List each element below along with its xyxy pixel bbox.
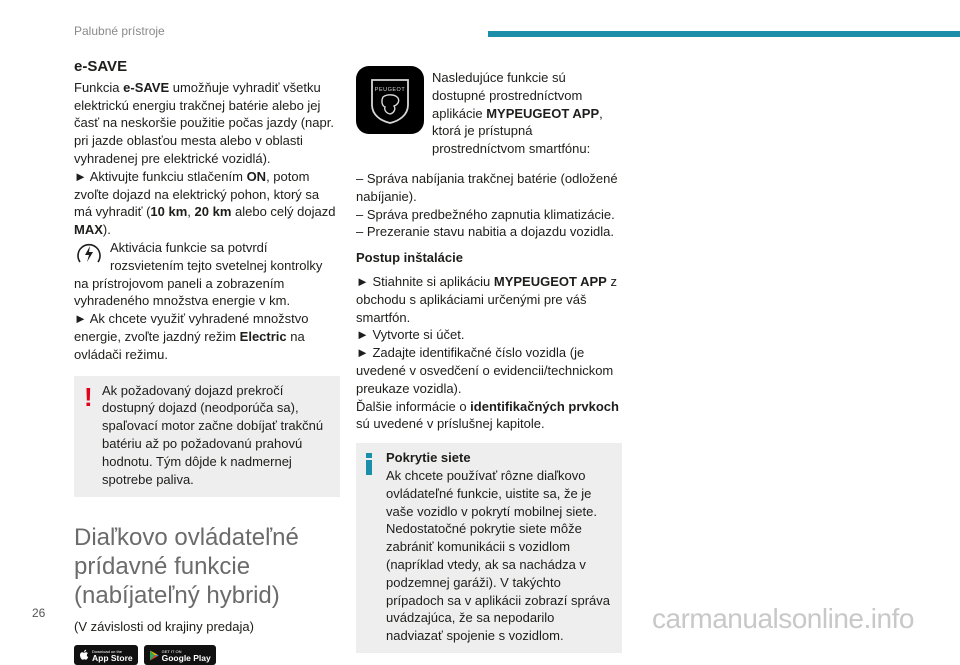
- header-accent-bar: [488, 31, 960, 37]
- app-feature-list: [356, 170, 622, 241]
- google-play-badge[interactable]: GET IT ON Google Play: [144, 645, 216, 665]
- list-item: – Správa nabíjania trakčnej batérie (odložené nabíjanie).: [356, 170, 618, 204]
- info-icon: [366, 453, 372, 475]
- install-step-vin: ► Zadajte identifikačné číslo vozidla (je uvedené v osvedčení o evidencii/technickom preukaze vozidla).: [356, 345, 614, 396]
- warning-box: [74, 376, 340, 498]
- esave-heading: e-SAVE: [74, 58, 128, 75]
- remote-functions-subtitle: (V závislosti od krajiny predaja): [74, 619, 254, 635]
- peugeot-app-logo: [356, 66, 424, 134]
- esave-intro: Funkcia e-SAVE umožňuje vyhradiť všetku elektrickú energiu trakčnej batérie alebo jej časť na neskoršie použitie počas jazdy (napr. pri jazde oblasťou mesta alebo v oblasti vyhradenej pre elektrické vozidlá).: [74, 79, 334, 166]
- app-store-badge[interactable]: Download on the App Store: [74, 645, 138, 665]
- warning-exclamation-icon: !: [84, 381, 93, 412]
- watermark: carmanualsonline.info: [652, 603, 914, 634]
- esave-confirmation: Aktivácia funkcie sa potvrdí rozsvietením tejto svetelnej kontrolky na prístrojovom paneli a zobrazením vyhradeného množstva energie v km.: [74, 239, 323, 309]
- install-heading: Postup inštalácie: [356, 250, 463, 266]
- install-step-download: ► Stiahnite si aplikáciu MYPEUGEOT APP z obchodu s aplikáciami určenými pre váš smartfón.: [356, 273, 617, 325]
- info-text: Ak chcete používať rôzne diaľkovo ovládateľné funkcie, uistite sa, že je vaše vozidlo v pokrytí mobilnej siete. Nedostatočné pokrytie siete môže zabrániť komunikácii s vozidlom (napríklad vtedy, ak sa nachádza v podzemnej garáži). V takýchto prípadoch sa v aplikácii zobrazí správa uvádzajúca, že sa nepodarilo nadviazať spojenie s vozidlom.: [386, 467, 611, 644]
- section-header: Palubné prístroje: [74, 24, 165, 38]
- left-column: [74, 58, 340, 665]
- list-item: – Prezeranie stavu nabitia a dojazdu vozidla.: [356, 224, 614, 240]
- esave-step-activate: ► Aktivujte funkciu stlačením ON, potom zvoľte dojazd na elektrický pohon, ktorý sa má vyhradiť (10 km, 20 km alebo celý dojazd MAX).: [74, 168, 336, 238]
- info-title: Pokrytie siete: [386, 450, 471, 466]
- esave-warning-lamp-icon: [74, 240, 104, 268]
- esave-step-use: ► Ak chcete využiť vyhradené množstvo energie, zvoľte jazdný režim Electric na ovládači režimu.: [74, 311, 309, 362]
- warning-text: Ak požadovaný dojazd prekročí dostupný dojazd (neodporúča sa), spaľovací motor začne dobíjať trakčnú batériu až po požadovanú prahovú hodnotu. Tým dôjde k nadmernej spotrebe paliva.: [102, 382, 324, 487]
- store-badges: [74, 645, 340, 665]
- install-step-account: ► Vytvorte si účet.: [356, 327, 465, 343]
- apple-icon: [79, 649, 89, 661]
- mypeugeot-app-block: [356, 66, 622, 158]
- page-number: 26: [32, 606, 46, 620]
- svg-text:PEUGEOT: PEUGEOT: [374, 87, 406, 93]
- list-item: – Správa predbežného zapnutia klimatizácie.: [356, 206, 615, 222]
- install-more-info: Ďalšie informácie o identifikačných prvkoch sú uvedené v príslušnej kapitole.: [356, 398, 619, 432]
- remote-functions-title: Diaľkovo ovládateľné prídavné funkcie (nabíjateľný hybrid): [74, 524, 299, 610]
- right-column: [356, 66, 622, 653]
- google-play-icon: [149, 650, 159, 661]
- info-box: [356, 443, 622, 653]
- app-intro: Nasledujúce funkcie sú dostupné prostredníctvom aplikácie MYPEUGEOT APP, ktorá je prístupná prostredníctvom smartfónu:: [432, 70, 603, 157]
